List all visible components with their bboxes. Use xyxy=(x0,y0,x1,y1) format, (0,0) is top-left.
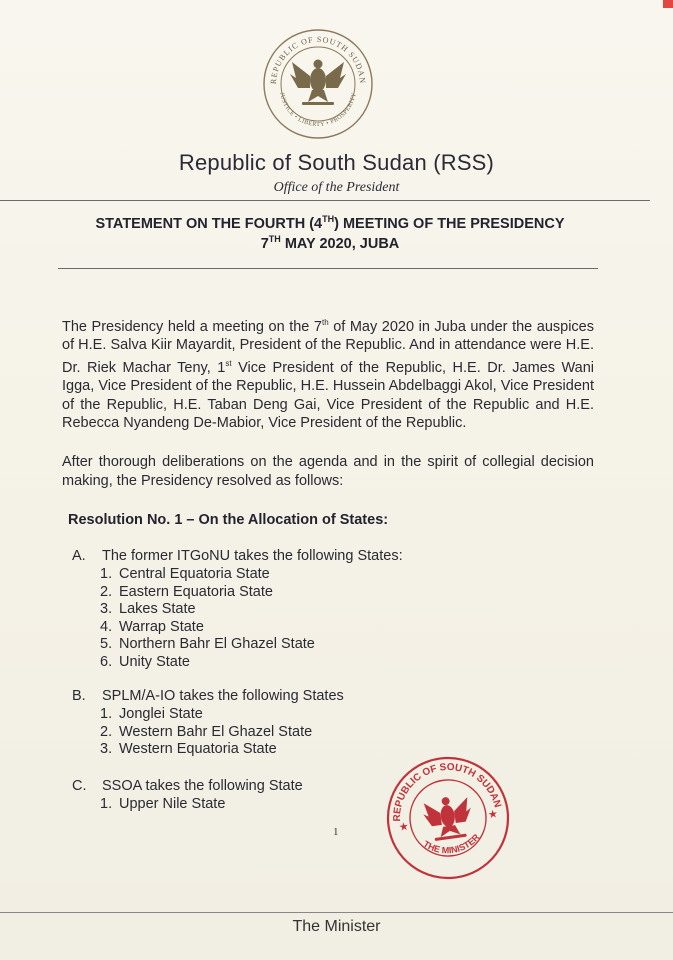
svg-text:★: ★ xyxy=(398,820,410,834)
list-item: 1. Jonglei State xyxy=(100,706,203,722)
state-list xyxy=(72,566,403,671)
minister-stamp-icon xyxy=(384,754,512,882)
list-item: 1. Central Equatoria State xyxy=(100,566,270,582)
section-letter: A. xyxy=(72,548,86,564)
title-divider xyxy=(58,268,598,269)
statement-title-line2: 7TH MAY 2020, JUBA xyxy=(260,234,400,252)
section-heading: SSOA takes the following State xyxy=(102,778,303,794)
header-divider xyxy=(0,200,650,201)
deliberation-paragraph: After thorough deliberations on the agenda and in the spirit of collegial decision making, the Presidency resolved as follows: xyxy=(62,454,594,489)
list-item: 6. Unity State xyxy=(100,653,190,670)
corner-mark xyxy=(663,0,673,8)
svg-text:★: ★ xyxy=(487,808,499,822)
emblem-ring-bottom-text: JUSTICE • LIBERTY • PROSPERITY xyxy=(278,92,358,129)
statement-title-line1: STATEMENT ON THE FOURTH (4TH) MEETING OF THE PRESIDENCY xyxy=(95,214,565,232)
office-subtitle: Office of the President xyxy=(273,180,400,195)
section-a xyxy=(72,548,403,671)
section-heading: The former ITGoNU takes the following States: xyxy=(102,548,403,564)
coat-of-arms-emblem-icon xyxy=(262,28,374,140)
svg-text:THE MINISTER xyxy=(420,831,483,859)
state-list xyxy=(72,796,303,814)
section-letter: C. xyxy=(72,778,87,794)
stamp-ring-text: REPUBLIC OF SOUTH SUDAN xyxy=(391,761,503,822)
list-item: 3. Lakes State xyxy=(100,601,196,617)
stamp-bottom-text: THE MINISTER xyxy=(421,832,482,856)
footer-label: The Minister xyxy=(292,918,381,935)
state-list xyxy=(72,706,344,759)
resolution-title: Resolution No. 1 – On the Allocation of States: xyxy=(68,512,389,528)
footer-divider xyxy=(0,912,673,913)
section-letter: B. xyxy=(72,688,86,704)
list-item: 4. Warrap State xyxy=(100,618,204,635)
list-item: 5. Northern Bahr El Ghazel State xyxy=(100,636,315,652)
section-b xyxy=(72,688,344,759)
list-item: 2. Western Bahr El Ghazel State xyxy=(100,723,313,740)
section-c xyxy=(72,778,303,814)
list-item: 1. Upper Nile State xyxy=(100,796,226,812)
page-title: Republic of South Sudan (RSS) xyxy=(178,150,495,175)
section-heading: SPLM/A-IO takes the following States xyxy=(102,688,344,704)
list-item: 3. Western Equatoria State xyxy=(100,741,277,757)
intro-paragraph: The Presidency held a meeting on the 7th of May 2020 in Juba under the auspices of H.E. Salva Kiir Mayardit, President of the Republic. And in attendance were H.E. Dr. Riek Machar Teny, 1st Vice President of the Republic, H.E. Dr. James Wani Igga, Vice President of the Republic, H.E. Hussein Abdelbaggi Akol, Vice President of the Republic, H.E. Taban Deng Gai, Vice President of the Republic and H.E. Rebecca Nyandeng De-Mabior, Vice President of the Republic. xyxy=(62,318,595,432)
page-number: 1 xyxy=(333,826,339,838)
emblem-ring-text: REPUBLIC OF SOUTH SUDAN xyxy=(268,34,368,85)
list-item: 2. Eastern Equatoria State xyxy=(100,583,273,600)
svg-text:JUSTICE • LIBERTY • PROSPERITY xyxy=(278,92,357,128)
